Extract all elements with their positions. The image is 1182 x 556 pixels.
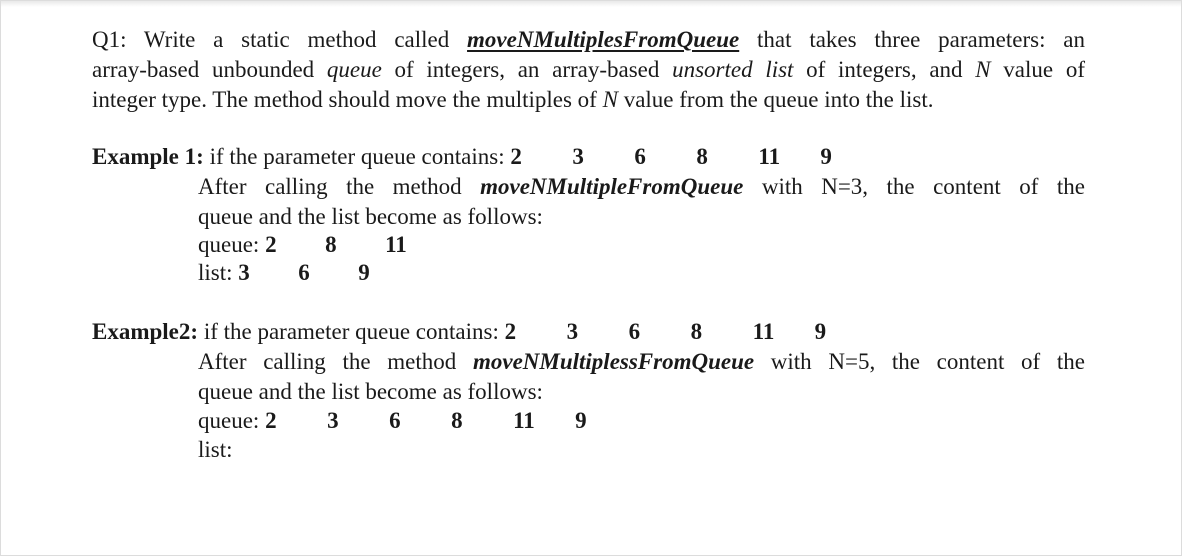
queue-value: 8 [325, 232, 337, 257]
queue-value: 11 [758, 144, 781, 169]
method-name: moveNMultipleFromQueue [480, 174, 744, 199]
example-2-list-result [198, 435, 233, 465]
queue-value: 2 [265, 232, 277, 257]
list-value: 9 [358, 260, 370, 285]
example-1-line-2: queue and the list become as follows: [198, 204, 543, 229]
queue-value: 8 [690, 319, 703, 344]
example-1-line-1 [198, 172, 1085, 202]
list-label: list: [198, 260, 239, 285]
list-value: 3 [238, 260, 250, 285]
queue-value: 3 [572, 144, 584, 169]
queue-value: 6 [634, 144, 646, 169]
question-text: of integers, an array-based [381, 57, 673, 82]
question-text: value from the queue into the list. [617, 87, 934, 112]
example-intro: if the parameter queue contains: [198, 319, 505, 344]
question-text: that takes three parameters: an [739, 27, 1085, 52]
question-line-1 [92, 25, 1085, 55]
queue-label: queue: [198, 408, 266, 433]
queue-value: 9 [575, 408, 587, 433]
example-text: with N=3, the content of the [743, 174, 1086, 199]
queue-input-values [505, 317, 827, 347]
example-text: with N=5, the content of the [754, 349, 1086, 374]
queue-value: 11 [752, 319, 775, 344]
queue-value: 2 [504, 319, 517, 344]
question-text: array-based unbounded [92, 57, 327, 82]
example-label: Example 1: [92, 144, 204, 169]
queue-value: 2 [265, 408, 277, 433]
queue-term: queue [326, 57, 382, 82]
queue-result-values [265, 406, 587, 436]
question-text: of integers, and [793, 57, 976, 82]
example-text: After calling the method [198, 349, 473, 374]
queue-value: 6 [628, 319, 641, 344]
n-variable: N [975, 57, 991, 82]
queue-value: 3 [566, 319, 579, 344]
example-text: After calling the method [198, 174, 481, 199]
queue-value: 3 [327, 408, 339, 433]
queue-result-values [265, 230, 407, 260]
question-text: value of [990, 57, 1085, 82]
example-2-queue-result [198, 406, 587, 436]
queue-value: 6 [389, 408, 401, 433]
queue-value: 2 [510, 144, 522, 169]
example-intro: if the parameter queue contains: [203, 144, 511, 169]
list-result-values [238, 258, 370, 288]
queue-value: 9 [820, 144, 832, 169]
example-label: Example2: [92, 319, 199, 344]
queue-value: 8 [451, 408, 463, 433]
queue-label: queue: [198, 232, 266, 257]
question-text: Q1: Write a static method called [92, 27, 468, 52]
queue-input-values [510, 142, 832, 172]
example-1-heading [92, 142, 832, 172]
queue-value: 9 [814, 319, 827, 344]
example-1-list-result [198, 258, 370, 288]
queue-value: 11 [385, 232, 407, 257]
unsorted-list-term: unsorted list [672, 57, 794, 82]
queue-value: 8 [696, 144, 708, 169]
list-value: 6 [298, 260, 310, 285]
n-variable: N [602, 87, 618, 112]
method-name: moveNMultiplesFromQueue [467, 27, 740, 52]
example-2-line-2: queue and the list become as follows: [198, 379, 543, 404]
example-2-heading [92, 317, 826, 347]
example-1-queue-result [198, 230, 407, 260]
queue-value: 11 [513, 408, 535, 433]
example-2-line-1 [198, 347, 1085, 377]
question-line-2 [92, 55, 1085, 85]
question-text: integer type. The method should move the multiples of [92, 87, 603, 112]
method-name: moveNMultiplessFromQueue [472, 349, 755, 374]
list-label: list: [198, 437, 233, 462]
top-edge-shadow [1, 1, 1181, 7]
question-line-3 [92, 85, 1085, 115]
